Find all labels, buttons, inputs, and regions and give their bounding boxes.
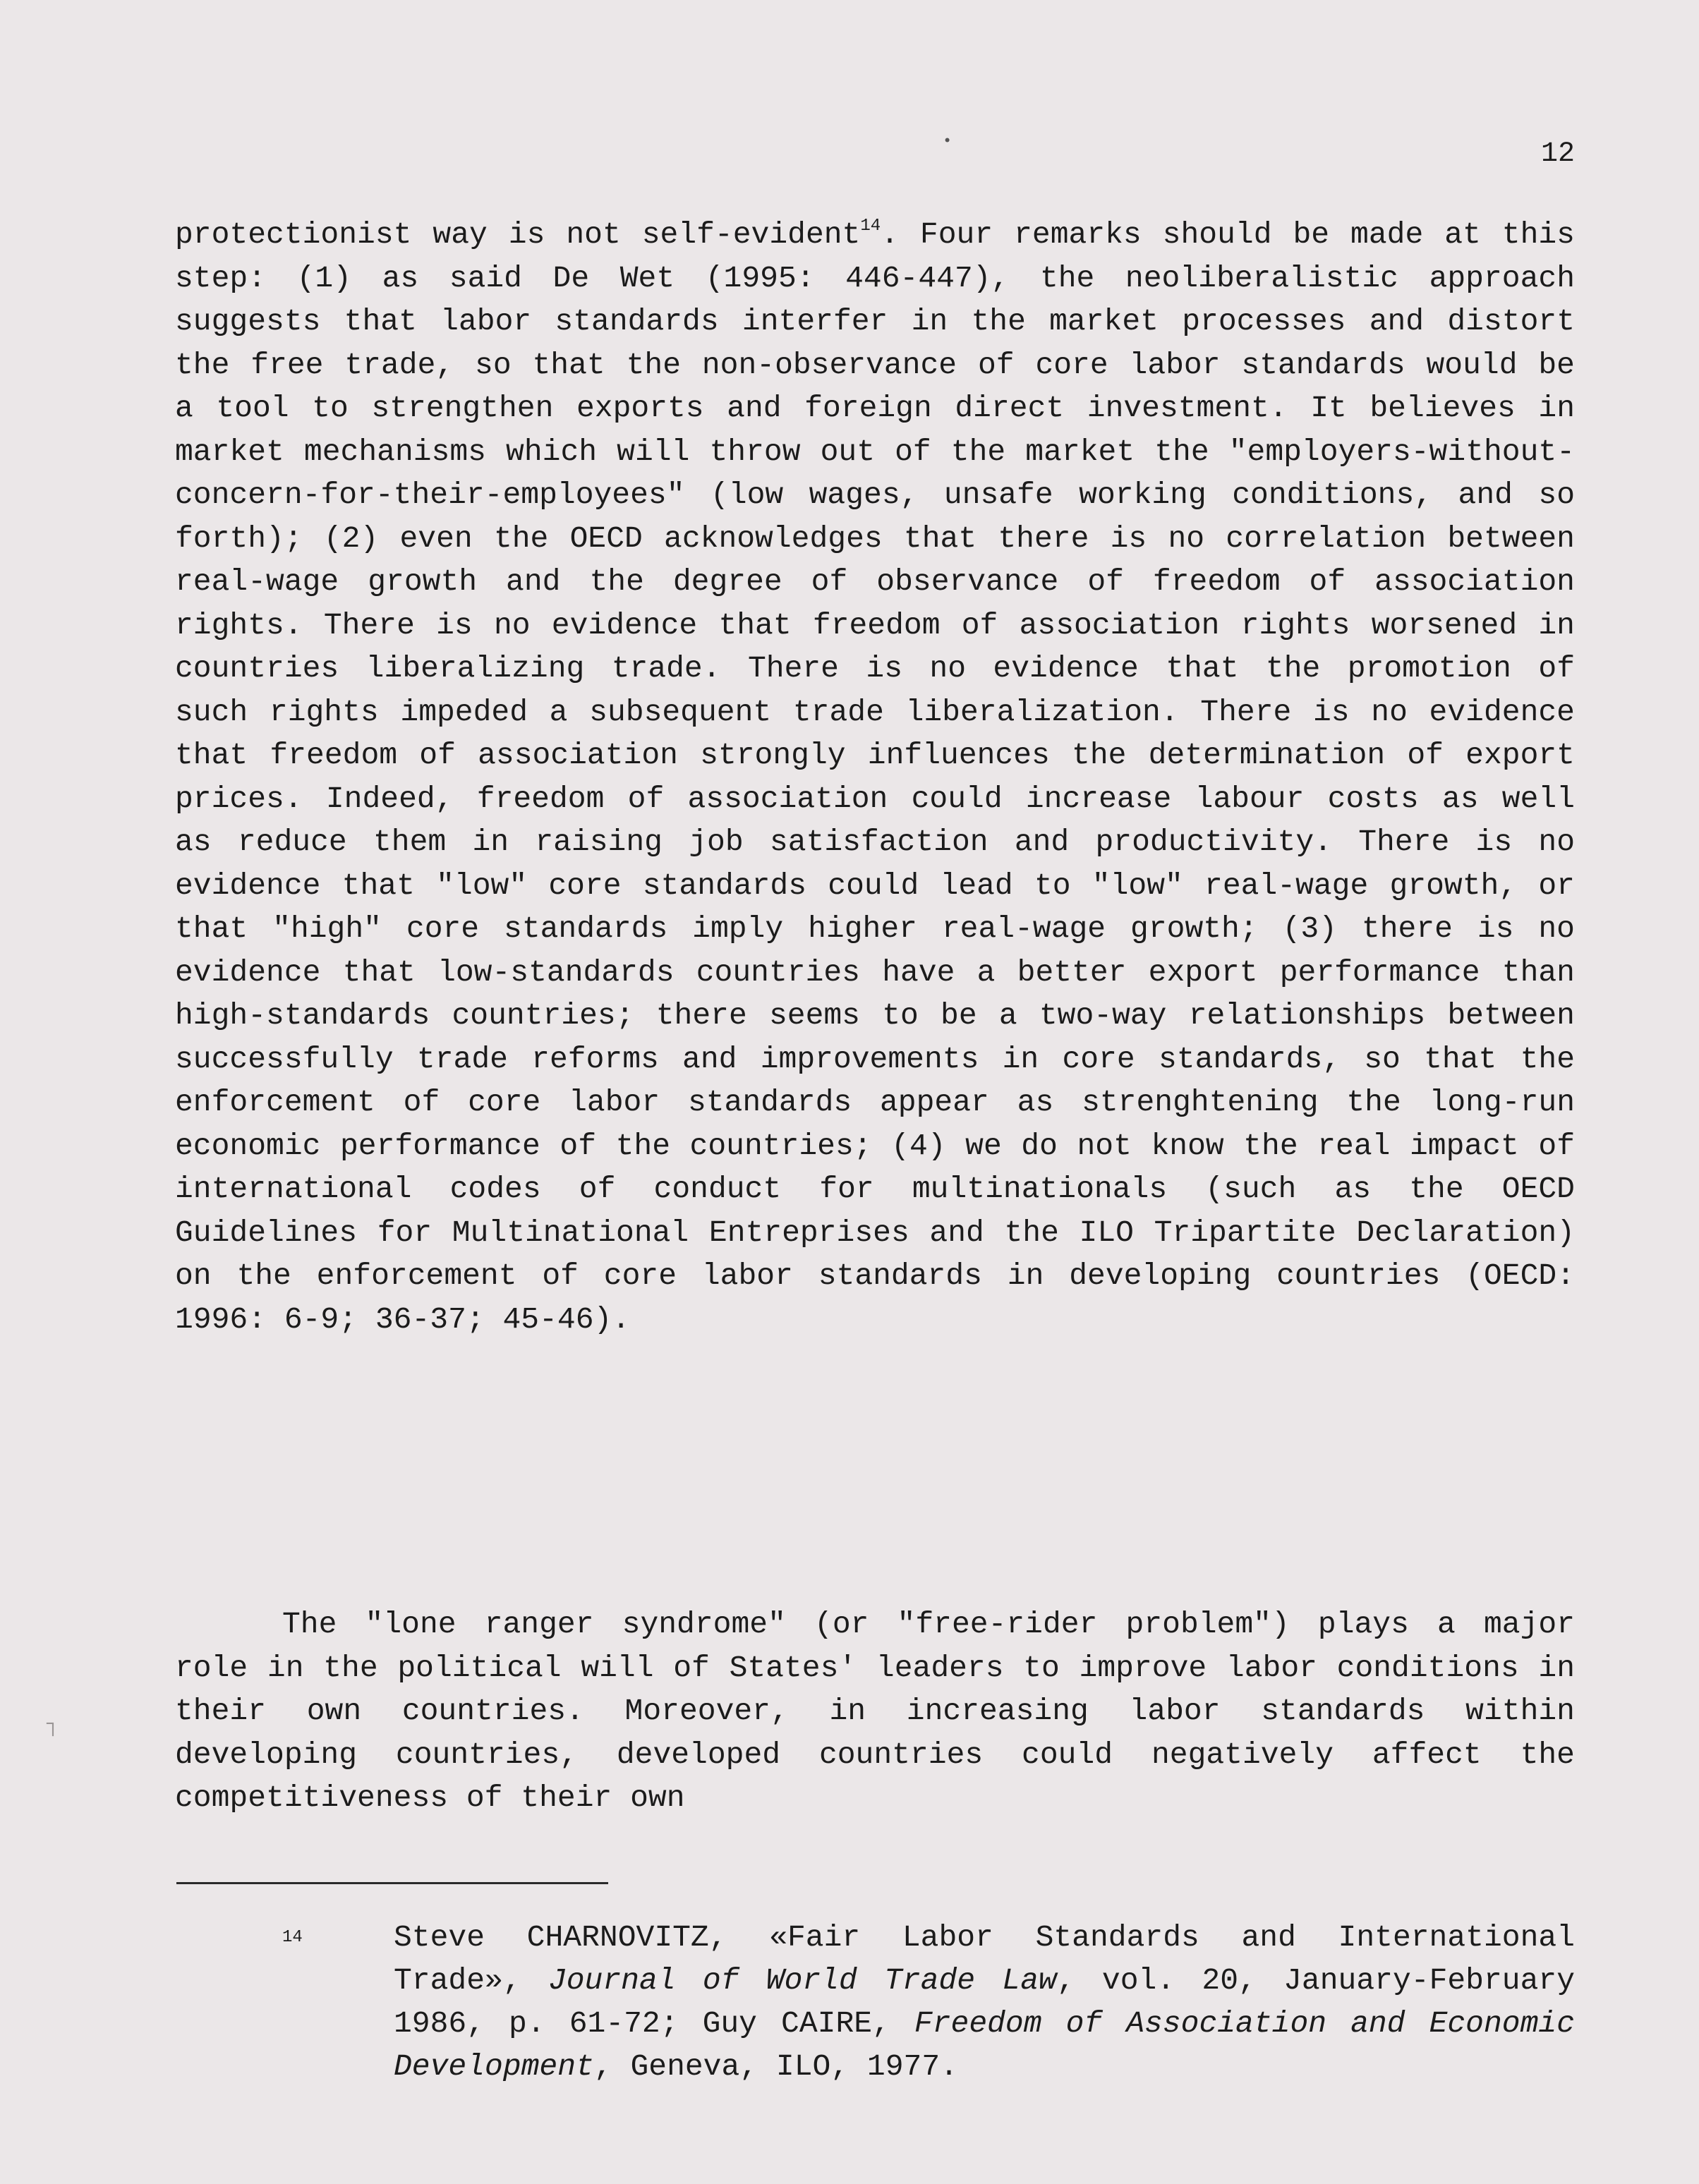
footnote-journal-title: Journal of World Trade Law — [548, 1963, 1057, 1998]
footnote-reference: 14 — [860, 217, 881, 236]
page-number: 12 — [1540, 138, 1575, 170]
paragraph-2-text: The "lone ranger syndrome" (or "free-rider problem") plays a major role in the political will of States' leaders to improve labor conditions in their own countries. Moreover, in increasing labor standards within developing countries, developed countries could negatively affect the competitiveness of their own — [175, 1607, 1575, 1815]
footnote-part-2: , vol. 20, January-February 1986, p. 61-72; Guy CAIRE, — [394, 1963, 1575, 2041]
footnote — [175, 1916, 1575, 2088]
footnote-number: 14 — [282, 1928, 303, 1947]
footnote-part-1: Steve CHARNOVITZ, «Fair Labor Standards and International Trade», — [394, 1920, 1575, 1998]
footnote-part-3: , Geneva, ILO, 1977. — [593, 2049, 958, 2084]
paragraph-1-start: protectionist way is not self-evident — [175, 217, 861, 252]
body-paragraph-1 — [175, 213, 1575, 1341]
margin-mark: ┐ — [47, 1713, 60, 1737]
top-mark: • — [943, 133, 953, 150]
footnote-text — [394, 1916, 1575, 2088]
footnote-book-title: Freedom of Association and Economic Development — [394, 2006, 1575, 2084]
footnote-divider — [176, 1882, 608, 1884]
body-paragraph-2 — [175, 1603, 1575, 1820]
paragraph-1-rest: . Four remarks should be made at this step: (1) as said De Wet (1995: 446-447), the neoliberalistic approach suggests that labor standards interfer in the market processes and distort the free trade, so that the non-observance of core labor standards would be a tool to strengthen exports and foreign direct investment. It believes in market mechanisms which will throw out of the market the "employers-without-concern-for-their-employees" (low wages, unsafe working conditions, and so forth); (2) even the OECD acknowledges that there is no correlation between real-wage growth and the degree of observance of freedom of association rights. There is no evidence that freedom of association rights worsened in countries liberalizing trade. There is no evidence that the promotion of such rights impeded a subsequent trade liberalization. There is no evidence that freedom of association strongly influences the determination of export prices. Indeed, freedom of association could increase labour costs as well as reduce them in raising job satisfaction and productivity. There is no evidence that "low" core standards could lead to "low" real-wage growth, or that "high" core standards imply higher real-wage growth; (3) there is no evidence that low-standards countries have a better export performance than high-standards countries; there seems to be a two-way relationships between successfully trade reforms and improvements in core standards, so that the enforcement of core labor standards appear as strenghtening the long-run economic performance of the countries; (4) we do not know the real impact of international codes of conduct for multinationals (such as the OECD Guidelines for Multinational Entreprises and the ILO Tripartite Declaration) on the enforcement of core labor standards in developing countries (OECD: 1996: 6-9; 36-37; 45-46). — [175, 217, 1575, 1337]
